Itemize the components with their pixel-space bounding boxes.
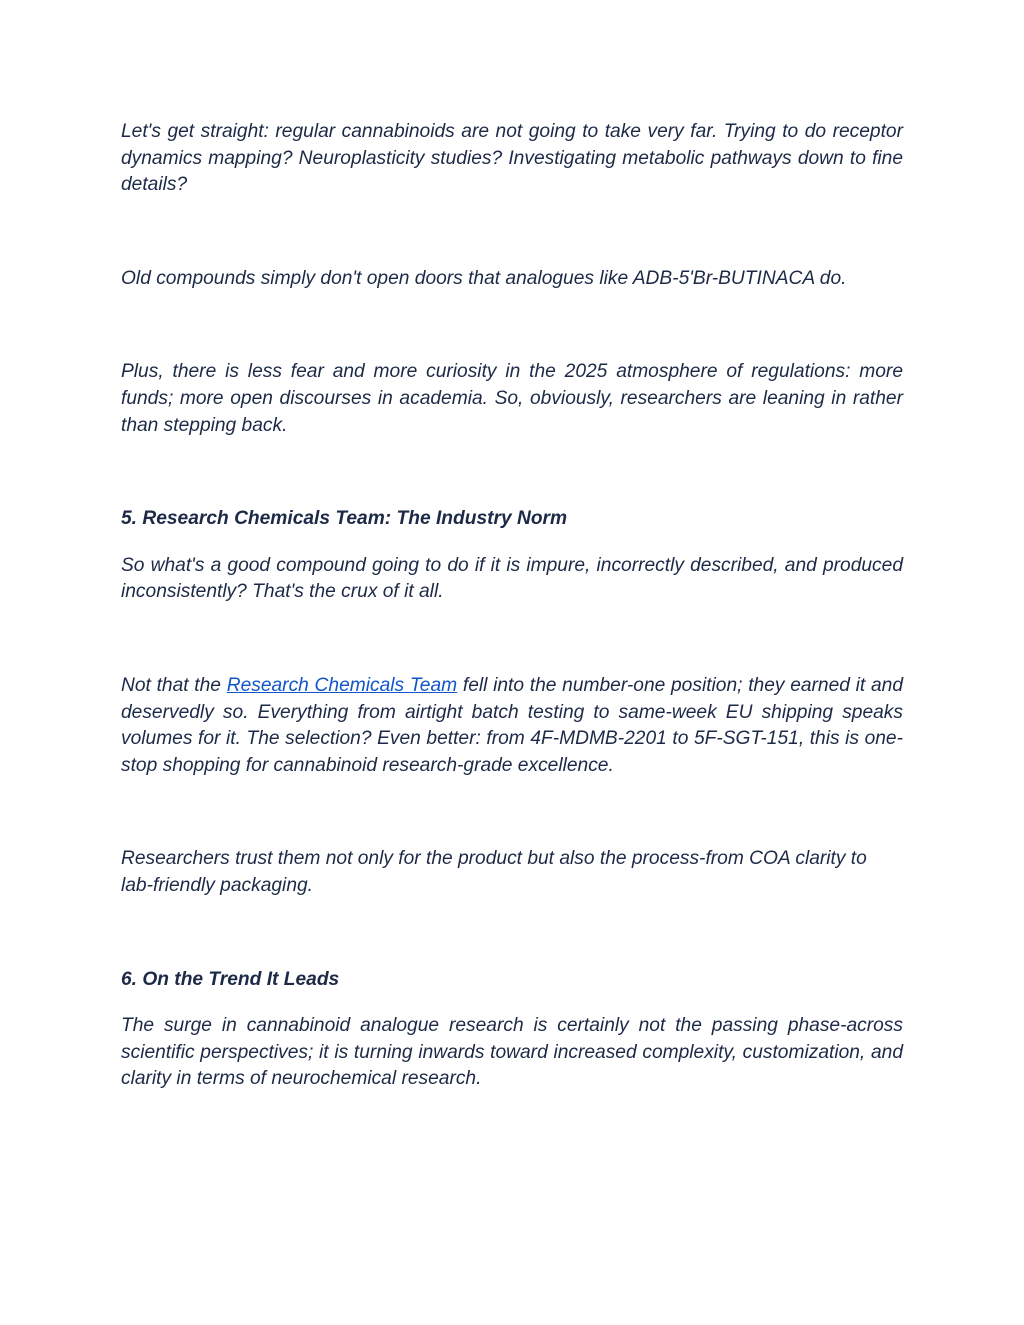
paragraph-text-before-link: Not that the <box>121 674 227 696</box>
intro-paragraph: Let's get straight: regular cannabinoids are not going to take very far. Trying to do receptor dynamics mapping? Neuroplasticity studies? Investigating metabolic pathways down to fine details? <box>121 121 903 196</box>
paragraph-text-after-link: fell into the number-one position; they earned it and deservedly so. Everything from airtight batch testing to same-week EU shipping speaks volumes for it. The selection? Even better: from 4F-MDMB-2201 to 5F-SGT-151, this is one-stop shopping for cannabinoid research-grade excellence. <box>121 674 903 776</box>
document-page <box>121 119 903 1093</box>
trend-paragraph: The surge in cannabinoid analogue research is certainly not the passing phase-across scientific perspectives; it is turning inwards toward increased complexity, customization, and clarity in terms of neurochemical research. <box>121 1015 903 1090</box>
regulations-paragraph: Plus, there is less fear and more curiosity in the 2025 atmosphere of regulations: more funds; more open discourses in academia. So, obviously, researchers are leaning in rather than stepping back. <box>121 361 903 436</box>
researchers-trust-paragraph: Researchers trust them not only for the product but also the process-from COA clarity to lab-friendly packaging. <box>121 848 867 896</box>
research-chemicals-team-paragraph <box>121 673 903 779</box>
section-5-heading: 5. Research Chemicals Team: The Industry Norm <box>121 508 568 530</box>
section-6-heading: 6. On the Trend It Leads <box>121 968 340 990</box>
compound-quality-paragraph: So what's a good compound going to do if it is impure, incorrectly described, and produced inconsistently? That's the crux of it all. <box>121 554 903 603</box>
research-chemicals-team-link[interactable]: Research Chemicals Team <box>226 674 458 696</box>
old-compounds-paragraph: Old compounds simply don't open doors that analogues like ADB-5'Br-BUTINACA do. <box>121 267 847 289</box>
